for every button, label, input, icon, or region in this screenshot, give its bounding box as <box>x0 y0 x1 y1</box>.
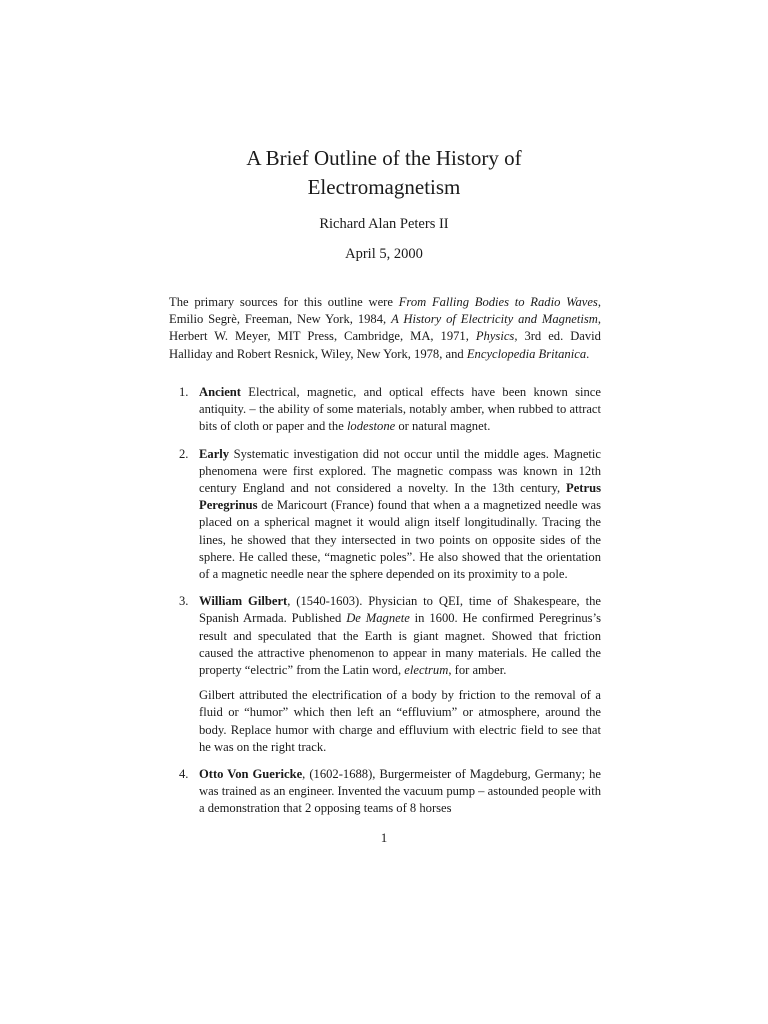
item-text-continued: Gilbert attributed the electrification of a body by friction to the removal of a fluid or “humor” which then left an “effluvium” or atmosphere, around the body. Replace humor with charge and effluvium with electric field to see that he was on the right track. <box>199 688 601 754</box>
source-title: Physics <box>475 329 515 344</box>
list-item <box>169 593 601 756</box>
item-heading: William Gilbert <box>199 594 288 609</box>
item-number: 2. <box>179 446 189 461</box>
title-line-2: Electromagnetism <box>307 175 461 199</box>
item-number: 4. <box>179 767 189 782</box>
source-title: A History of Electricity and Magnetism <box>391 312 598 327</box>
history-outline-list <box>169 384 601 828</box>
list-item <box>169 446 601 584</box>
item-text: Ancient Electrical, magnetic, and optical effects have been known since antiquity. – the ability of some materials, notably amber, when rubbed to attract bits of cloth or paper and the lodestone or natural magnet. <box>199 385 601 434</box>
page-number: 1 <box>380 830 388 845</box>
item-text: Early Systematic investigation did not occur until the middle ages. Magnetic phenomena were first explored. The magnetic compass was known in 12th century England and not considered a novelty. In the 13th century, Petrus Peregrinus de Maricourt (France) found that when a a magnetized needle was placed on a spherical magnet it would align itself longitudinally. Tracing the lines, he showed that they intersected in two points on opposite sides of the sphere. He called these, “magnetic poles”. He also showed that the orientation of a magnetic needle near the sphere depended on its proximity to a pole. <box>199 446 601 582</box>
paper-date: April 5, 2000 <box>345 246 423 262</box>
author-name: Richard Alan Peters II <box>319 216 449 232</box>
item-heading: Early <box>199 446 230 461</box>
paper-title <box>0 144 768 202</box>
source-title: From Falling Bodies to Radio Waves <box>398 295 598 309</box>
item-number: 1. <box>179 385 189 399</box>
intro-paragraph: The primary sources for this outline were From Falling Bodies to Radio Waves, Emilio Segrè, Freeman, New York, 1984, A History of Electricity and Magnetism, Herbert W. Meyer, MIT Press, Cambridge, MA, 1971, Physics, 3rd ed. David Halliday and Robert Resnick, Wiley, New York, 1978, and Encyclopedia Britanica. <box>169 295 601 361</box>
item-text: William Gilbert, (1540-1603). Physician to QEI, time of Shakespeare, the Spanish Armada. Published De Magnete in 1600. He confirmed Peregrinus’s result and speculated that the Earth is giant magnet. Showed that friction caused the attractive phenomenon to appear in many materials. He called the property “electric” from the Latin word, electrum, for amber. <box>199 594 601 678</box>
list-item <box>169 384 601 436</box>
title-line-1: A Brief Outline of the History of <box>246 146 522 170</box>
item-text: Otto Von Guericke, (1602-1688), Burgermeister of Magdeburg, Germany; he was trained as an engineer. Invented the vacuum pump – astounded people with a demonstration that 2 opposing teams of 8 horses <box>199 767 601 816</box>
item-heading: Ancient <box>199 385 241 399</box>
source-title: Encyclopedia Britanica <box>466 346 587 361</box>
item-number: 3. <box>179 594 189 609</box>
item-heading: Otto Von Guericke <box>199 767 303 782</box>
list-item <box>169 766 601 818</box>
